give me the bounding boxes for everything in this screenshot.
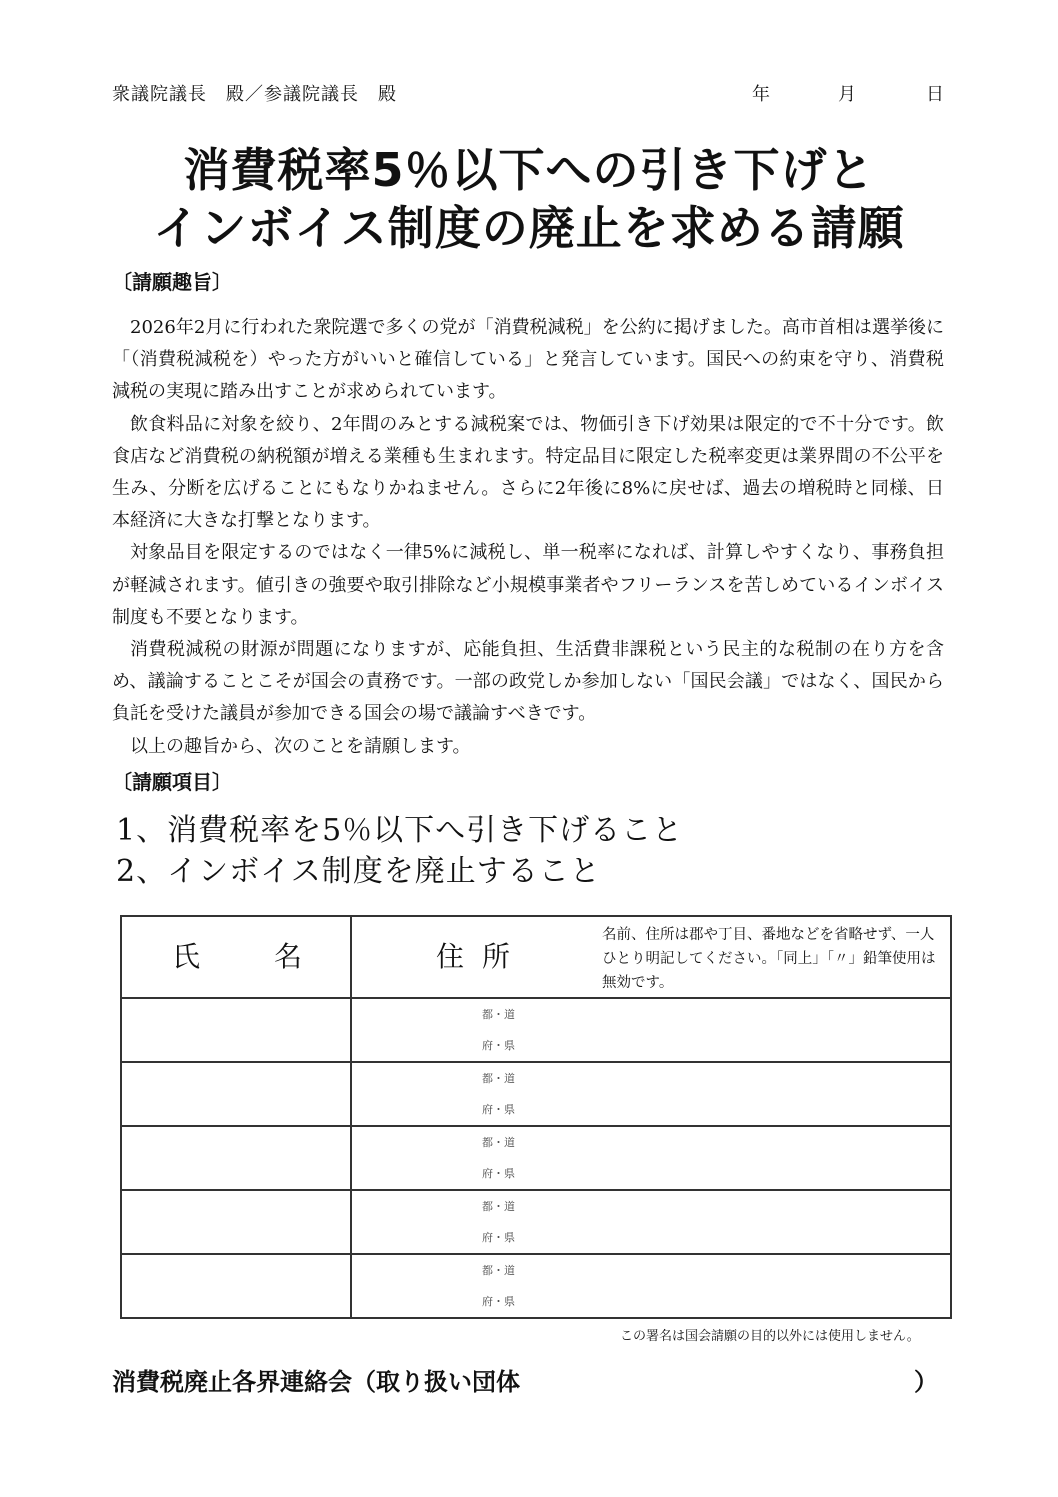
name-input-cell[interactable] [121,1190,351,1254]
address-input-cell[interactable] [351,998,951,1062]
organization-close-paren: ） [914,1368,938,1396]
name-column-header [121,916,351,998]
name-header-char-2: 名 [273,940,302,973]
address-input-cell[interactable] [351,1190,951,1254]
purpose-paragraph: 消費税減税の財源が問題になりますが、応能負担、生活費非課税という民主的な税制の在り方を含め、議論することこそが国会の責務です。一部の政党しか参加しない「国民会議」ではなく、国民から負託を受けた議員が参加できる国会の場で議論すべきです。 [112,639,944,725]
prefecture-label-top: 都・道 [482,1264,515,1277]
prefecture-label-top: 都・道 [482,1200,515,1213]
prefecture-label-bottom: 府・県 [482,1295,515,1308]
purpose-paragraph: 以上の趣旨から、次のことを請願します。 [130,735,471,757]
purpose-paragraph: 2026年2月に行われた衆院選で多くの党が「消費税減税」を公約に掲げました。高市首相は選挙後に「（消費税減税を）やった方がいいと確信している」と発言しています。国民への約束を守り、消費税減税の実現に踏み出すことが求められています。 [112,317,944,403]
instructions-note: 名前、住所は郡や丁目、番地などを省略せず、一人ひとり明記してください。「同上」「〃」鉛筆使用は無効です。 [602,927,936,991]
prefecture-label-bottom: 府・県 [482,1167,515,1180]
organization-name: 消費税廃止各界連絡会（取り扱い団体 [112,1368,520,1396]
page-title-line-1: 消費税率5％以下への引き下げと [183,143,875,197]
date-month-label: 月 [838,84,856,105]
name-input-cell[interactable] [121,1126,351,1190]
prefecture-label-bottom: 府・県 [482,1039,515,1052]
addressee: 衆議院議長 殿／参議院議長 殿 [112,84,397,105]
signature-table-header [121,916,951,998]
page-title-line-2: インボイス制度の廃止を求める請願 [153,201,905,255]
name-input-cell[interactable] [121,1254,351,1318]
address-input-cell[interactable] [351,1126,951,1190]
purpose-heading: 〔請願趣旨〕 [112,270,232,294]
prefecture-label-top: 都・道 [482,1136,515,1149]
name-input-cell[interactable] [121,998,351,1062]
signature-row [121,1190,951,1254]
date-year-label: 年 [752,84,770,105]
signature-row [121,1254,951,1318]
petition-item-1: 1、消費税率を5％以下へ引き下げること [116,813,684,848]
date-day-label: 日 [926,84,944,105]
address-input-cell[interactable] [351,1062,951,1126]
prefecture-label-bottom: 府・県 [482,1103,515,1116]
prefecture-label-bottom: 府・県 [482,1231,515,1244]
purpose-paragraph: 対象品目を限定するのではなく一律5%に減税し、単一税率になれば、計算しやすくなり、事務負担が軽減されます。値引きの強要や取引排除など小規模事業者やフリーランスを苦しめているインボイス制度も不要となります。 [112,542,944,628]
petition-item-2: 2、インボイス制度を廃止すること [116,854,601,889]
name-header-char-1: 氏 [172,940,201,973]
address-header-label: 住所 [435,940,528,973]
purpose-paragraph: 飲食料品に対象を絞り、2年間のみとする減税案では、物価引き下げ効果は限定的で不十分です。飲食店など消費税の納税額が増える業種も生まれます。特定品目に限定した税率変更は業界間の不公平を生み、分断を広げることにもなりかねません。さらに2年後に8%に戻せば、過去の増税時と同様、日本経済に大きな打撃となります。 [112,413,944,532]
privacy-note: この署名は国会請願の目的以外には使用しません。 [620,1329,920,1344]
address-input-cell[interactable] [351,1254,951,1318]
prefecture-label-top: 都・道 [482,1008,515,1021]
items-heading: 〔請願項目〕 [112,770,232,794]
prefecture-label-top: 都・道 [482,1072,515,1085]
signature-table [120,915,952,1319]
signature-row [121,1126,951,1190]
address-column-header [351,916,951,998]
signature-row [121,1062,951,1126]
name-input-cell[interactable] [121,1062,351,1126]
purpose-body [112,312,944,763]
signature-row [121,998,951,1062]
